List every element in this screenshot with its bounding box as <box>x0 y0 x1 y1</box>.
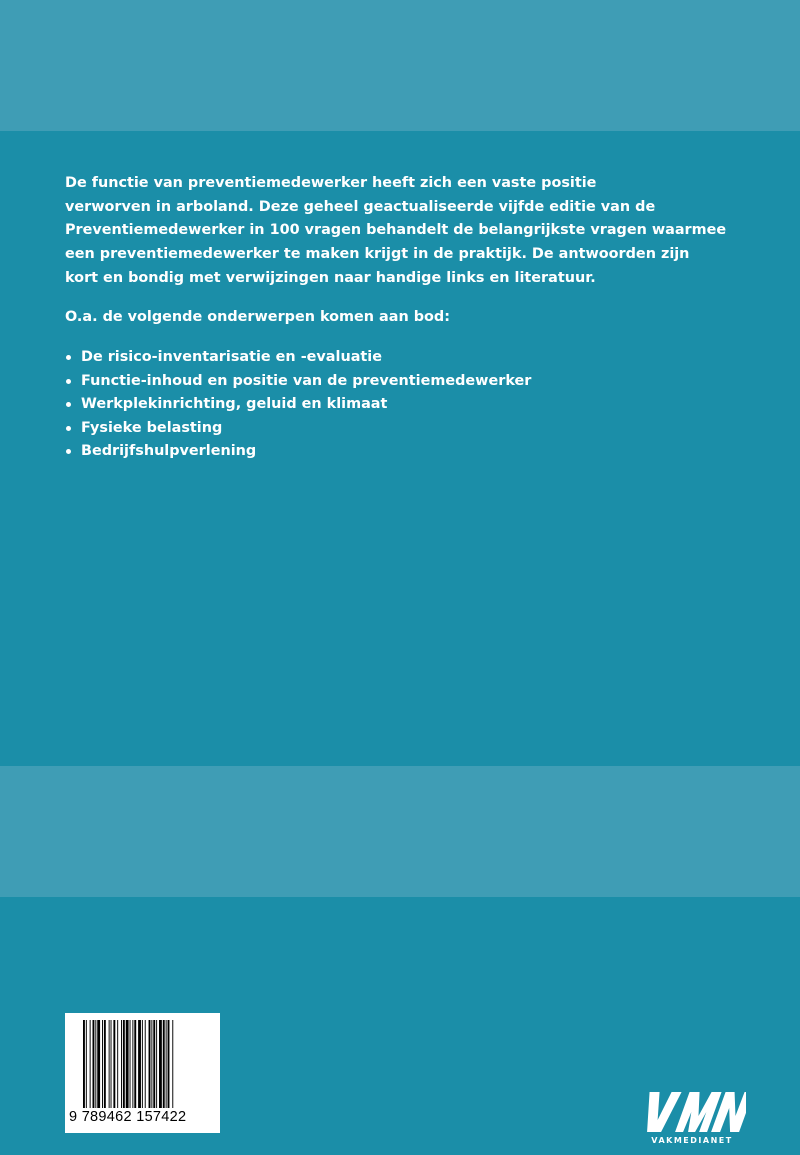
intro-line: De functie van preventiemedewerker heeft zich een vaste positie <box>65 175 597 191</box>
topics-heading: O.a. de volgende onderwerpen komen aan bod: <box>65 309 450 325</box>
barcode-bar <box>130 1020 131 1108</box>
intro-paragraph <box>65 172 727 291</box>
topic-item: De risico-inventarisatie en -evaluatie <box>65 346 531 370</box>
topic-item: Werkplekinrichting, geluid en klimaat <box>65 393 531 417</box>
barcode-bar <box>126 1020 129 1108</box>
barcode-bar <box>142 1020 143 1108</box>
barcode-bar <box>134 1020 136 1108</box>
topic-item: Functie-inhoud en positie van de preventiemedewerker <box>65 370 531 394</box>
back-cover-text <box>65 172 727 459</box>
vmn-logo-icon <box>640 1090 746 1134</box>
barcode-bar <box>111 1020 112 1108</box>
barcode-bar <box>102 1020 103 1108</box>
barcode-bar <box>172 1020 173 1108</box>
barcode-bar <box>151 1020 152 1108</box>
barcode-bar <box>97 1020 100 1108</box>
barcode-bar <box>121 1020 122 1108</box>
barcode-bar <box>149 1020 151 1108</box>
barcode-bar <box>104 1020 106 1108</box>
publisher-tagline: VAKMEDIANET <box>651 1136 733 1145</box>
publisher-logo <box>640 1090 746 1145</box>
barcode-bar <box>138 1020 141 1108</box>
barcode-bar <box>132 1020 133 1108</box>
barcode-bar <box>145 1020 146 1108</box>
middle-band <box>0 766 800 897</box>
topic-item: Bedrijfshulpverlening <box>65 440 531 464</box>
barcode-bar <box>86 1020 87 1108</box>
intro-line: Preventiemedewerker in 100 vragen behandelt de belangrijkste vragen waarmee <box>65 222 727 239</box>
barcode-bar <box>123 1020 125 1108</box>
barcode-bar <box>168 1020 170 1108</box>
isbn-barcode <box>65 1013 220 1133</box>
barcode-bars <box>83 1020 201 1108</box>
barcode-bar <box>95 1020 96 1108</box>
barcode-bar <box>83 1020 85 1108</box>
topic-item: Fysieke belasting <box>65 417 531 441</box>
barcode-bar <box>93 1020 95 1108</box>
barcode-bar <box>90 1020 91 1108</box>
barcode-bar <box>109 1020 110 1108</box>
barcode-bar <box>166 1020 167 1108</box>
barcode-bar <box>153 1020 155 1108</box>
isbn-number: 9 789462 157422 <box>69 1109 187 1125</box>
barcode-bar <box>163 1020 165 1108</box>
intro-line: verworven in arboland. Deze geheel geactualiseerde vijfde editie van de <box>65 198 656 215</box>
top-band <box>0 0 800 131</box>
barcode-bar <box>113 1020 115 1108</box>
topics-list <box>65 346 531 464</box>
intro-line: een preventiemedewerker te maken krijgt in de praktijk. De antwoorden zijn <box>65 246 690 263</box>
barcode-bar <box>156 1020 157 1108</box>
barcode-bar <box>159 1020 162 1108</box>
barcode-bar <box>117 1020 118 1108</box>
intro-line: kort en bondig met verwijzingen naar handige links en literatuur. <box>65 269 596 286</box>
